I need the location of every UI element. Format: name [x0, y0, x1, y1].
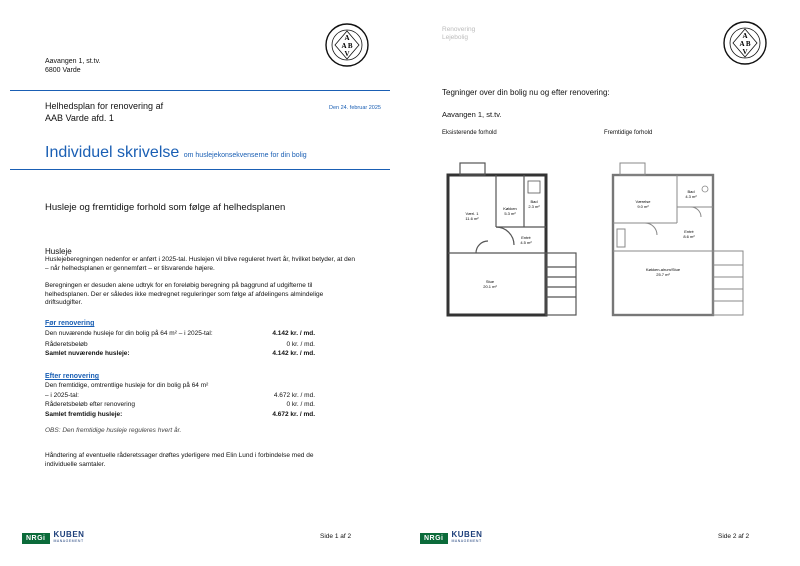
husleje-heading: Husleje	[45, 247, 72, 256]
page-2	[400, 0, 800, 566]
room-name: Værl. 1	[465, 211, 479, 216]
nrgi-logo: NRGi	[22, 533, 50, 544]
row-label: Den fremtidige, omtrentlige husleje for din bolig på 64 m²	[45, 382, 209, 389]
kuben-logo	[54, 531, 85, 545]
page-number: Side 2 af 2	[718, 533, 750, 540]
address-line-1: Aavangen 1, st.tv.	[45, 58, 101, 65]
main-subtitle: om huslejekonsekvenserne for din bolig	[183, 152, 307, 159]
future-label: Fremtidige forhold	[604, 130, 653, 136]
seal-letter-top: A	[742, 32, 748, 40]
handling-text: Håndtering af eventuelle råderetssager drøftes yderligere med Elin Lund i forbindelse med de individuelle samtaler.	[45, 452, 314, 468]
room-area: 4.3 m²	[685, 194, 697, 199]
row-label: Råderetsbeløb	[45, 341, 88, 348]
row-value: 0 kr. / md.	[286, 341, 315, 348]
room-name: Stue	[485, 279, 495, 284]
row-label: Den nuværende husleje for din bolig på 64 m² – i 2025-tal:	[45, 330, 213, 337]
room-area: 11.6 m²	[465, 216, 479, 221]
row-label: Råderetsbeløb efter renovering	[45, 401, 135, 408]
address-line-2: 6800 Varde	[45, 67, 81, 74]
room-name: Entré	[684, 229, 694, 234]
row-value: 4.142 kr. / md.	[272, 330, 315, 337]
row-value: 4.672 kr. / md.	[272, 411, 315, 418]
future-floor-plan	[605, 155, 750, 325]
seal-letters-mid: A B	[739, 40, 751, 48]
room-area: 9.0 m²	[637, 204, 649, 209]
main-title	[45, 144, 307, 162]
seal-letter-bottom: V	[742, 48, 748, 56]
paragraph-2: Beregningen er desuden alene udtryk for en foreløbig beregning på baggrund af udgifterne til helhedsplanen. Der er således ikke medregnet reguleringer som følge af afdelingens almindelige driftsudgifter.	[45, 282, 324, 306]
main-title-text: Individuel skrivelse	[45, 144, 180, 161]
footer-logos	[22, 531, 84, 545]
row-value: 4.672 kr. / md.	[273, 392, 315, 399]
kuben-logo-text: KUBEN	[451, 530, 483, 539]
room-area: 25.7 m²	[656, 272, 670, 277]
room-area: 8.6 m²	[683, 234, 695, 239]
existing-floor-plan	[440, 155, 580, 325]
kuben-logo-sub: MANAGEMENT	[53, 539, 84, 543]
drawings-title: Tegninger over din bolig nu og efter renovering:	[442, 88, 610, 97]
drawings-address: Aavangen 1, st.tv.	[442, 110, 502, 119]
seal-letter-bottom: V	[344, 50, 350, 58]
seal-letter-top: A	[344, 34, 350, 42]
room-name: Bad	[530, 199, 538, 204]
plan-title-line-1: Helhedsplan for renovering af	[45, 101, 164, 111]
room-name: Køkken-alrum/Stue	[645, 267, 681, 272]
faded-header-line-2: Lejebolig	[442, 34, 469, 41]
faded-header-line-1: Renovering	[442, 26, 476, 33]
top-rule	[10, 90, 390, 91]
seal-letters-mid: A B	[341, 42, 353, 50]
obs-note: OBS: Den fremtidige husleje reguleres hvert år.	[45, 427, 182, 434]
room-area: 2.3 m²	[528, 204, 540, 209]
row-value: 0 kr. / md.	[286, 401, 315, 408]
after-heading: Efter renovering	[45, 373, 100, 380]
kuben-logo-text: KUBEN	[53, 530, 85, 539]
room-area: 5.3 m²	[504, 211, 516, 216]
page-number: Side 1 af 2	[320, 533, 352, 540]
faded-header	[442, 26, 475, 42]
room-name: Værelse	[635, 199, 651, 204]
room-area: 20.1 m²	[483, 284, 497, 289]
aab-seal-logo	[722, 20, 768, 66]
row-label: Samlet nuværende husleje:	[45, 350, 130, 357]
section-heading: Husleje og fremtidige forhold som følge af helhedsplanen	[45, 202, 286, 213]
footer-logos	[420, 531, 482, 545]
before-heading: Før renovering	[45, 320, 95, 327]
room-name: Entré	[521, 235, 531, 240]
nrgi-logo: NRGi	[420, 533, 448, 544]
title-rule	[10, 169, 390, 170]
existing-label: Eksisterende forhold	[442, 130, 497, 136]
aab-seal-logo	[324, 22, 370, 68]
room-area: 4.5 m²	[520, 240, 532, 245]
letter-date: Den 24. februar 2025	[329, 105, 381, 111]
kuben-logo-sub: MANAGEMENT	[451, 539, 482, 543]
kuben-logo	[452, 531, 483, 545]
row-value: 4.142 kr. / md.	[272, 350, 315, 357]
row-label: Samlet fremtidig husleje:	[45, 411, 123, 418]
room-name: Bad	[687, 189, 695, 194]
plan-title-line-2: AAB Varde afd. 1	[45, 113, 114, 123]
row-label: – i 2025-tal:	[45, 392, 79, 399]
paragraph-1: Huslejeberegningen nedenfor er anført i 2025-tal. Huslejen vil blive reguleret hvert år, hvilket betyder, at den – når helhedsplanen er gennemført – er tilsvarende højere.	[45, 256, 356, 272]
room-name: Køkken	[503, 206, 517, 211]
